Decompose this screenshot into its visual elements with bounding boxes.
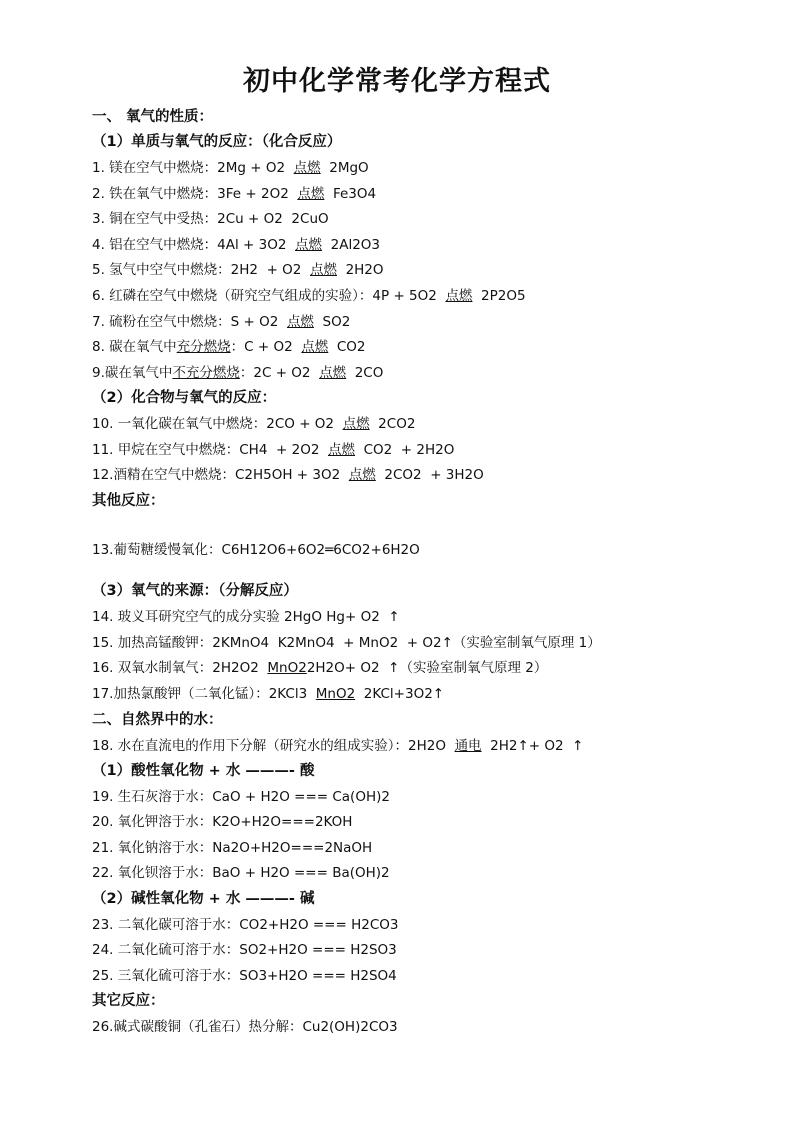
section-heading xyxy=(92,132,341,152)
line-text: 12.酒精在空气中燃烧：C2H5OH + 3O2 xyxy=(92,467,349,483)
condition-label: 点燃 xyxy=(286,314,314,330)
line-text: CO2 xyxy=(328,339,366,355)
section-heading xyxy=(92,991,165,1011)
condition-label: 点燃 xyxy=(328,442,355,458)
line-text: 20. 氧化钾溶于水：K2O+H2O===2KOH xyxy=(92,814,353,830)
line-text: 2MgO xyxy=(320,160,369,176)
equation-line xyxy=(92,633,601,653)
equation-line xyxy=(92,414,415,434)
line-text: 18. 水在直流电的作用下分解（研究水的组成实验）：2H2O xyxy=(92,738,455,754)
line-text: 19. 生石灰溶于水：CaO + H2O === Ca(OH)2 xyxy=(92,789,390,805)
condition-label: 点燃 xyxy=(348,467,376,483)
line-text: 2P2O5 xyxy=(472,288,526,304)
line-text: 2H2O xyxy=(336,262,384,278)
line-text: （2）化合物与氧气的反应： xyxy=(92,390,277,406)
page-title: 初中化学常考化学方程式 xyxy=(243,66,551,97)
line-text: 26.碱式碳酸铜（孔雀石）热分解：Cu2(OH)2CO3 xyxy=(92,1019,398,1035)
equation-line xyxy=(92,260,384,280)
condition-label: MnO2 xyxy=(267,660,307,676)
line-text: ：C + O2 xyxy=(230,339,302,355)
equation-line xyxy=(92,540,420,560)
equation-line xyxy=(92,838,372,858)
line-text: 6. 红磷在空气中燃烧（研究空气组成的实验）：4P + 5O2 xyxy=(92,288,446,304)
section-heading xyxy=(92,581,298,601)
equation-line xyxy=(92,684,444,704)
line-text: 5. 氢气中空气中燃烧：2H2 + O2 xyxy=(92,262,310,278)
line-text: 9.碳在氧气中 xyxy=(92,365,173,381)
line-text: CO2 + 2H2O xyxy=(355,442,455,458)
line-text: 其它反应： xyxy=(92,993,165,1009)
line-text: 2CO2 xyxy=(369,416,416,432)
equation-line xyxy=(92,736,584,756)
equation-line xyxy=(92,312,350,332)
equation-line xyxy=(92,440,454,460)
equation-line xyxy=(92,658,547,678)
line-text: 2CO xyxy=(346,365,384,381)
line-text: 25. 三氧化硫可溶于水：SO3+H2O === H2SO4 xyxy=(92,968,397,984)
equation-line xyxy=(92,158,369,178)
line-text: Fe3O4 xyxy=(324,186,377,202)
equation-line xyxy=(92,337,366,357)
line-text: 2H2O+ O2 ↑（实验室制氧气原理 2） xyxy=(306,660,548,676)
line-text: 2H2↑+ O2 ↑ xyxy=(481,738,584,754)
equation-line xyxy=(92,286,526,306)
section-heading xyxy=(92,889,314,909)
line-text: 24. 二氧化硫可溶于水：SO2+H2O === H2SO3 xyxy=(92,942,397,958)
line-text: SO2 xyxy=(313,314,351,330)
condition-label: 通电 xyxy=(454,738,482,754)
condition-label: 点燃 xyxy=(319,365,347,381)
equation-line xyxy=(92,812,352,832)
condition-label: MnO2 xyxy=(315,686,356,702)
section-heading xyxy=(92,710,223,730)
equation-line xyxy=(92,184,376,204)
condition-label: 点燃 xyxy=(301,339,329,355)
equation-line xyxy=(92,465,484,485)
condition-label: 点燃 xyxy=(295,237,323,253)
condition-label: 点燃 xyxy=(342,416,370,432)
line-text: （2）碱性氧化物 + 水 ———- 碱 xyxy=(92,891,315,907)
section-heading xyxy=(92,491,165,511)
equation-line xyxy=(92,1017,398,1037)
section-heading xyxy=(92,107,213,127)
line-text: 2CO2 + 3H2O xyxy=(375,467,484,483)
equation-line xyxy=(92,966,397,986)
equation-line xyxy=(92,787,390,807)
line-text: 11. 甲烷在空气中燃烧：CH4 + 2O2 xyxy=(92,442,328,458)
section-heading xyxy=(92,761,314,781)
condition-label: 点燃 xyxy=(293,160,321,176)
condition-label: 不充分燃烧 xyxy=(172,365,240,381)
equation-line xyxy=(92,863,390,883)
line-text: 一、 氧气的性质： xyxy=(92,109,214,125)
condition-label: 点燃 xyxy=(309,262,337,278)
line-text: 8. 碳在氧气中 xyxy=(92,339,177,355)
line-text: 17.加热氯酸钾（二氧化锰）：2KCl3 xyxy=(92,686,316,702)
line-text: 15. 加热高锰酸钾：2KMnO4 K2MnO4 + MnO2 + O2↑（实验室制氧气原理 1） xyxy=(92,635,601,651)
line-text: 2KCl+3O2↑ xyxy=(355,686,445,702)
line-text: （1）酸性氧化物 + 水 ———- 酸 xyxy=(92,763,315,779)
line-text: 2Al2O3 xyxy=(322,237,380,253)
line-text: 22. 氧化钡溶于水：BaO + H2O === Ba(OH)2 xyxy=(92,865,390,881)
line-text: 21. 氧化钠溶于水：Na2O+H2O===2NaOH xyxy=(92,840,373,856)
section-heading xyxy=(92,388,276,408)
line-text: （1）单质与氧气的反应：（化合反应） xyxy=(92,134,342,150)
line-text: 2. 铁在氧气中燃烧：3Fe + 2O2 xyxy=(92,186,298,202)
line-text: 7. 硫粉在空气中燃烧：S + O2 xyxy=(92,314,287,330)
condition-label: 点燃 xyxy=(445,288,473,304)
line-text: 3. 铜在空气中受热：2Cu + O2 2CuO xyxy=(92,211,329,227)
line-text: 其他反应： xyxy=(92,493,165,509)
line-text: 13.葡萄糖缓慢氧化：C6H12O6+6O2═6CO2+6H2O xyxy=(92,542,420,558)
line-text: 16. 双氧水制氧气：2H2O2 xyxy=(92,660,268,676)
equation-line xyxy=(92,209,329,229)
equation-line xyxy=(92,607,400,627)
condition-label: 点燃 xyxy=(297,186,325,202)
line-text: ：2C + O2 xyxy=(239,365,320,381)
line-text: 10. 一氧化碳在氧气中燃烧：2CO + O2 xyxy=(92,416,343,432)
condition-label: 充分燃烧 xyxy=(176,339,231,355)
line-text: 14. 玻义耳研究空气的成分实验 2HgO Hg+ O2 ↑ xyxy=(92,609,400,625)
line-text: 二、自然界中的水： xyxy=(92,712,223,728)
equation-line xyxy=(92,940,397,960)
equation-line xyxy=(92,915,398,935)
line-text: 23. 二氧化碳可溶于水：CO2+H2O === H2CO3 xyxy=(92,917,399,933)
equation-line xyxy=(92,235,380,255)
line-text: （3）氧气的来源：（分解反应） xyxy=(92,583,298,599)
line-text: 1. 镁在空气中燃烧：2Mg + O2 xyxy=(92,160,294,176)
line-text: 4. 铝在空气中燃烧：4Al + 3O2 xyxy=(92,237,296,253)
equation-line xyxy=(92,363,383,383)
